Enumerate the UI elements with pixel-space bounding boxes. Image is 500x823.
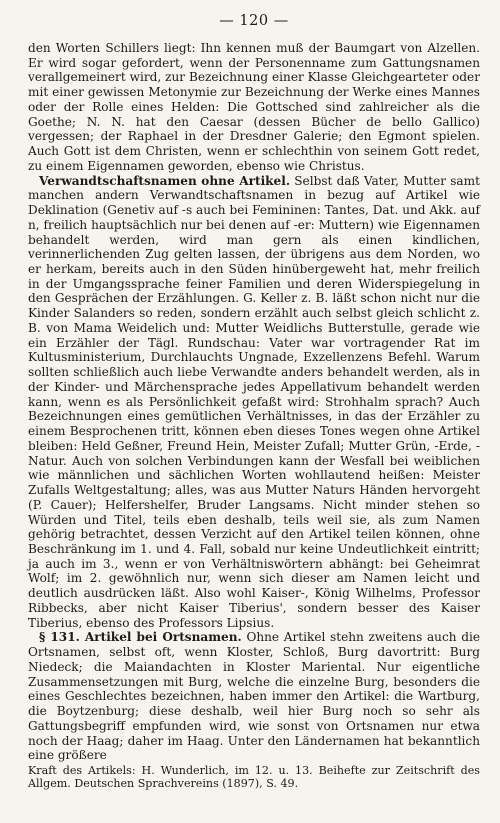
paragraph-place-names (28, 630, 480, 763)
paragraph-kinship-names (28, 174, 480, 631)
section-heading-place-names: § 131. Artikel bei Ortsnamen. (39, 630, 242, 645)
footnote: Kraft des Artikels: H. Wunderlich, im 12. u. 13. Beihefte zur Zeitschrift des Allgem. Deutschen Sprachvereins (1897), S. 49. (28, 763, 480, 791)
page-number: — 120 — (28, 12, 480, 30)
paragraph-text: Selbst daß Vater, Mutter samt manchen andern Verwandtschaftsnamen in bezug auf Artikel wie Deklination (Genetiv auf -s auch bei Femininen: Tantes, Dat. und Akk. auf n, freilich hauptsächlich nur bei denen auf -er: Muttern) wie Eigennamen behandelt werden, wird man gern als einen kindlichen, verinnerlichenden Zug gelten lassen, der übrigens aus dem Norden, wo er herkam, bereits auch in den Süden hinübergeweht hat, mehr freilich in der Umgangssprache feiner Familien und deren Widerspiegelung in den Gesprächen der Erzählungen. G. Keller z. B. läßt schon nicht nur die Kinder Salanders so reden, sondern erzählt auch selbst gleich schlicht z. B. von Mama Weidelich und: Mutter Weidlichs Butterstulle, gerade wie ein Erzähler der Tägl. Rundschau: Vater war vortragender Rat im Kultusministerium, Durchlauchts Ungnade, Exzellenzens Befehl. Warum sollten schließlich auch liebe Verwandte anders behandelt werden, als in der Kinder- und Märchensprache jedes Appellativum behandelt werden kann, wenn es als Persönlichkeit gefaßt wird: Strohhalm sprach? Auch Bezeichnungen eines gemütlichen Verhältnisses, in das der Erzähler zu einem Besprochenen tritt, können eben dieses Tones wegen ohne Artikel bleiben: Held Geßner, Freund Hein, Meister Zufall; Mutter Grün, -Erde, -Natur. Auch von solchen Verbindungen kann der Wesfall bei weiblichen wie männlichen und sächlichen Worten wohllautend heißen: Meister Zufalls Weltgestaltung; alles, was aus Mutter Naturs Händen hervorgeht (P. Cauer); Helfershelfer, Bruder Langsams. Nicht minder stehen so Würden und Titel, teils eben deshalb, teils weil sie, als zum Namen gehörig betrachtet, dessen Verzicht auf den Artikel teilen können, ohne Beschränkung im 1. und 4. Fall, sobald nur keine Undeutlichkeit eintritt; ja auch im 3., wenn er von Verhältniswörtern abhängt: bei Geheimrat Wolf; im 2. gewöhnlich nur, wenn sich dieser am Namen leicht und deutlich ausdrücken läßt. Also wohl Kaiser-, König Wilhelms, Professor Ribbecks, aber nicht Kaiser Tiberius', sondern besser des Kaiser Tiberius, ebenso des Professors Lipsius. (28, 173, 480, 630)
body-text (28, 41, 480, 763)
paragraph-proper-names (28, 41, 480, 174)
paragraph-text: Ohne Artikel stehn zweitens auch die Ortsnamen, selbst oft, wenn Kloster, Schloß, Burg davortritt: Burg Niedeck; die Maiandachten in Kloster Mariental. Nur eigentliche Zusammensetzungen mit Burg, welche die einzelne Burg, besonders die eines Geschlechtes bezeichnen, haben immer den Artikel: die Wartburg, die Boytzenburg; diese deshalb, weil hier Burg noch so sehr als Gattungsbegriff empfunden wird, wie sonst von Ortsnamen nur etwa noch der Haag; daher im Haag. Unter den Ländernamen hat bekanntlich eine größere (28, 630, 480, 763)
paragraph-text: den Worten Schillers liegt: Ihn kennen muß der Baumgart von Alzellen. Er wird sogar gefordert, wenn der Personenname zum Gattungsnamen verallgemeinert wird, zur Bezeichnung einer Klasse Gleichgearteter oder mit einer gewissen Metonymie zur Bezeichnung der Werke eines Mannes oder der Rolle eines Helden: Die Gottsched sind zahlreicher als die Goethe; N. N. hat den Caesar (dessen Bücher de bello Gallico) vergessen; der Raphael in der Dresdner Galerie; den Egmont spielen. Auch Gott ist dem Christen, wenn er schlechthin von seinem Gott redet, zu einem Eigennamen geworden, ebenso wie Christus. (28, 41, 480, 173)
section-heading-kinship: Verwandtschaftsnamen ohne Artikel. (39, 173, 291, 188)
